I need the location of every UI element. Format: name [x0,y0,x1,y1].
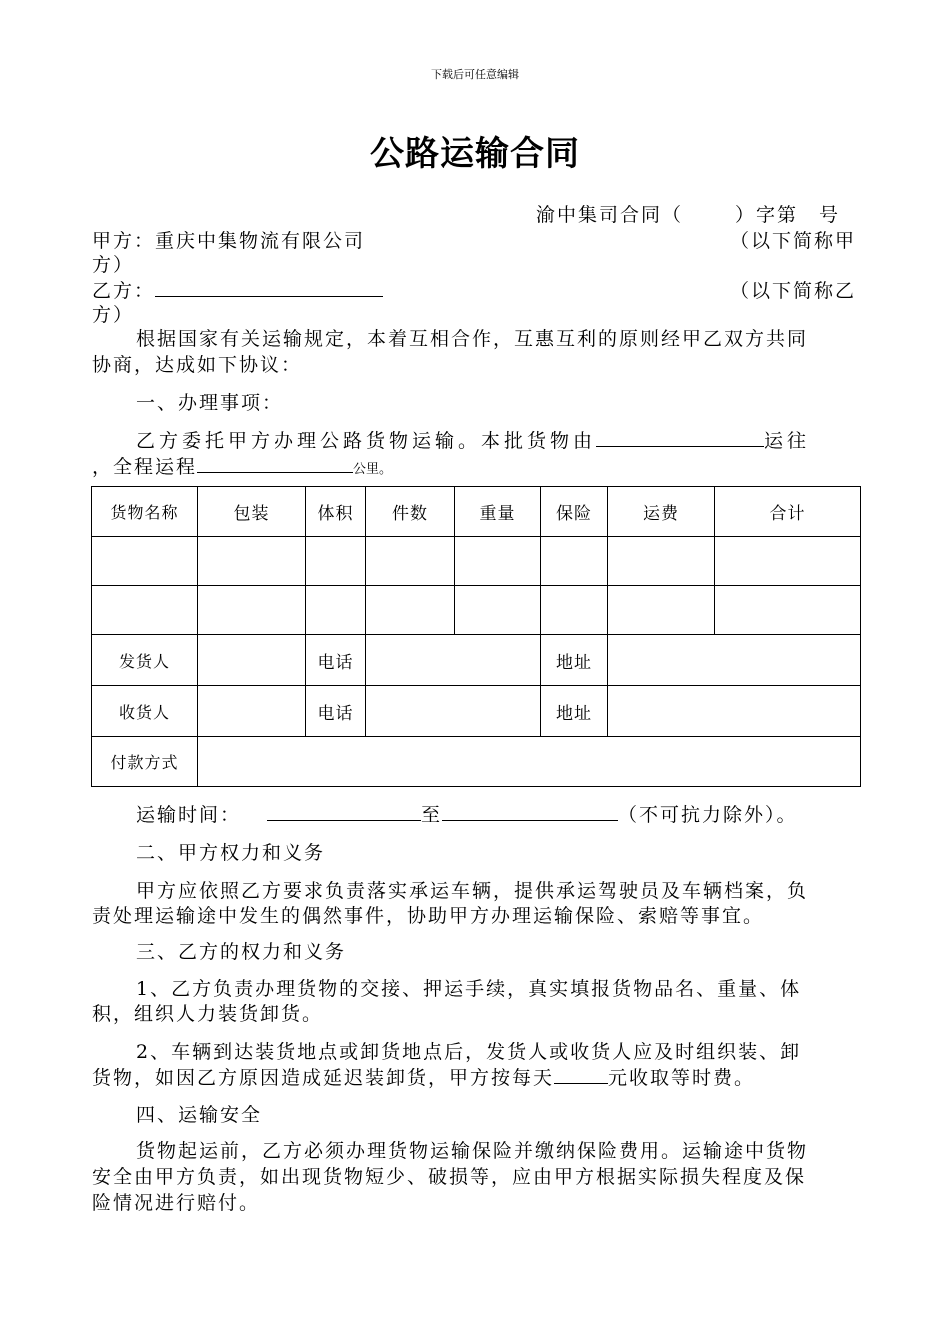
section4-line-3: 险情况进行赔付。 [92,1192,261,1214]
transport-time-to: 至 [421,804,443,826]
section4-line-1: 货物起运前，乙方必须办理货物运输保险并缴纳保险费用。运输途中货物 [136,1140,809,1162]
section1-line-2 [92,452,392,479]
party-a-abbr: （以下简称甲 [730,230,857,252]
section1-line-1 [136,426,810,453]
party-a-line [92,226,365,253]
table-cell[interactable] [198,586,306,635]
transport-time-suffix: （不可抗力除外）。 [618,804,798,826]
table-cell[interactable] [366,586,455,635]
table-cell[interactable] [306,586,366,635]
header-note: 下载后可任意编辑 [431,68,519,81]
col-weight: 重量 [455,487,541,537]
table-cell[interactable] [455,586,541,635]
party-b-abbr: （以下简称乙 [730,280,857,302]
table-cell[interactable] [715,586,861,635]
section2-line-2: 责处理运输途中发生的偶然事件，协助甲方办理运输保险、索赔等事宜。 [92,905,765,927]
section4-heading: 四、运输安全 [136,1104,263,1126]
shipper-phone-label: 电话 [306,635,366,686]
shipper-address-label: 地址 [541,635,608,686]
party-b-label: 乙方： [92,280,156,302]
shipper-row [92,635,861,686]
payment-value[interactable] [198,737,861,787]
daily-fee-blank[interactable] [554,1063,608,1084]
party-a-abbr-end: 方） [92,254,135,276]
transport-end-blank[interactable] [442,800,618,821]
col-packaging: 包装 [198,487,306,537]
party-b-line [92,276,383,303]
party-b-name-blank[interactable] [155,276,383,297]
table-cell[interactable] [92,586,198,635]
col-insurance: 保险 [541,487,608,537]
section1-heading: 一、办理事项： [136,392,284,414]
transport-start-blank[interactable] [267,800,421,821]
section3-item2-line2-end: 元收取等时费。 [608,1067,756,1089]
table-cell[interactable] [608,586,715,635]
contract-number-prefix: 渝中集司合同（ [536,204,684,226]
table-cell[interactable] [198,537,306,586]
section3-item1-line-1: 1、乙方负责办理货物的交接、押运手续，真实填报货物品名、重量、体 [136,978,802,1000]
transport-time-line [136,800,798,827]
table-row [92,586,861,635]
section1-line1-text: 乙方委托甲方办理公路货物运输。本批货物由 [136,430,597,452]
table-header-row [92,487,861,537]
consignee-row [92,686,861,737]
section3-item2-line2-text: 货物，如因乙方原因造成延迟装卸货，甲方按每天 [92,1067,555,1089]
payment-row [92,737,861,787]
section3-item2-line-1: 2、车辆到达装货地点或卸货地点后，发货人或收货人应及时组织装、卸 [136,1041,802,1063]
section4-line-2: 安全由甲方负责，如出现货物短少、破损等，应由甲方根据实际损失程度及保 [92,1166,807,1188]
cargo-table [91,486,861,787]
party-a-name: 重庆中集物流有限公司 [155,230,366,252]
party-b-abbr-end: 方） [92,304,135,326]
table-cell[interactable] [541,537,608,586]
section1-line2-text: ，全程运程 [92,456,198,478]
contract-number [536,200,840,227]
distance-unit: 公里。 [353,462,393,477]
table-cell[interactable] [715,537,861,586]
shipper-phone-value[interactable] [366,635,541,686]
col-pieces: 件数 [366,487,455,537]
col-goods-name: 货物名称 [92,487,198,537]
col-volume: 体积 [306,487,366,537]
table-cell[interactable] [541,586,608,635]
consignee-phone-label: 电话 [306,686,366,737]
intro-line-2: 协商，达成如下协议： [92,354,303,376]
transport-time-label: 运输时间： [136,804,242,826]
document-title: 公路运输合同 [370,134,580,174]
table-cell[interactable] [366,537,455,586]
section1-line1-dest-text: 运往 [764,430,811,452]
party-a-label: 甲方： [92,230,156,252]
table-row [92,537,861,586]
shipper-label: 发货人 [92,635,198,686]
table-cell[interactable] [306,537,366,586]
table-cell[interactable] [92,537,198,586]
payment-label: 付款方式 [92,737,198,787]
table-cell[interactable] [608,537,715,586]
section3-heading: 三、乙方的权力和义务 [136,941,347,963]
consignee-label: 收货人 [92,686,198,737]
col-freight: 运费 [608,487,715,537]
shipper-value[interactable] [198,635,306,686]
section2-heading: 二、甲方权力和义务 [136,842,326,864]
shipper-address-value[interactable] [608,635,861,686]
consignee-value[interactable] [198,686,306,737]
section3-item2-line-2 [92,1063,755,1090]
section2-line-1: 甲方应依照乙方要求负责落实承运车辆，提供承运驾驶员及车辆档案，负 [136,880,809,902]
table-cell[interactable] [455,537,541,586]
intro-line-1: 根据国家有关运输规定，本着互相合作，互惠互利的原则经甲乙双方共同 [136,328,809,350]
origin-blank[interactable] [596,426,764,447]
consignee-address-value[interactable] [608,686,861,737]
consignee-address-label: 地址 [541,686,608,737]
section3-item1-line-2: 积，组织人力装货卸货。 [92,1003,324,1025]
col-total: 合计 [715,487,861,537]
consignee-phone-value[interactable] [366,686,541,737]
contract-number-suffix: ）字第 号 [735,204,841,226]
distance-blank[interactable] [197,452,353,473]
